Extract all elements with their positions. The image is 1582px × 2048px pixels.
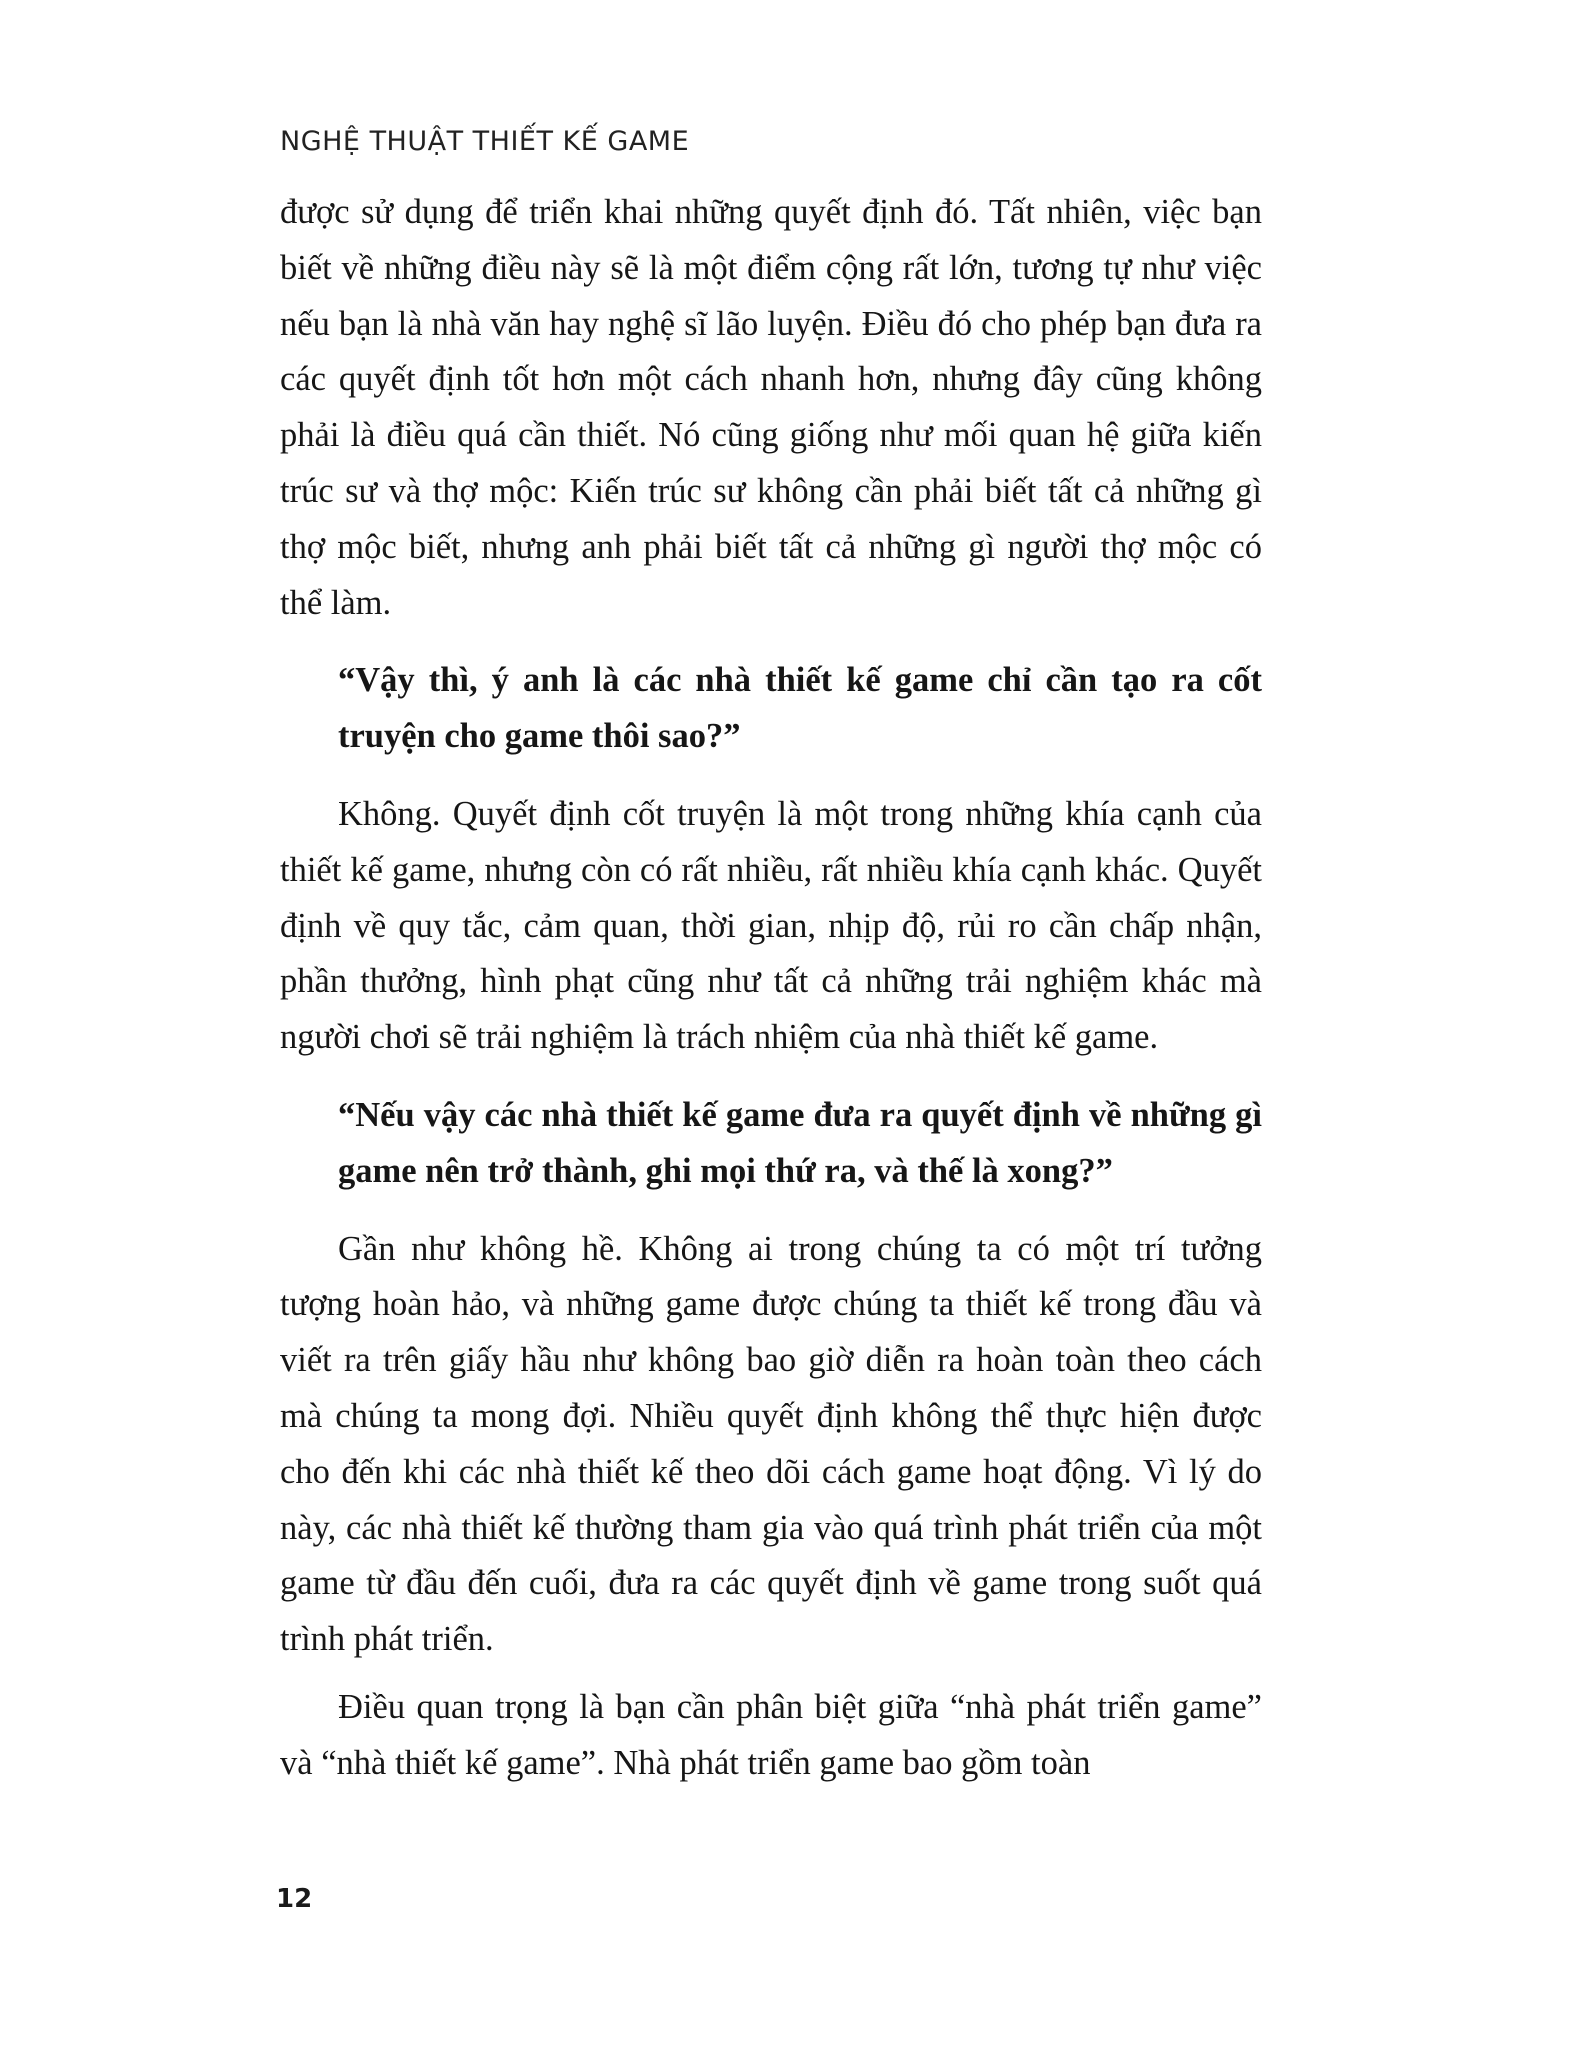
page-body bbox=[280, 185, 1262, 1792]
running-header-title: NGHỆ THUẬT THIẾT KẾ GAME bbox=[280, 126, 690, 157]
question-2: “Nếu vậy các nhà thiết kế game đưa ra quyết định về những gì game nên trở thành, ghi mọi thứ ra, và thế là xong?” bbox=[338, 1095, 1262, 1190]
page-number: 12 bbox=[276, 1884, 313, 1914]
paragraph-4: Điều quan trọng là bạn cần phân biệt giữa “nhà phát triển game” và “nhà thiết kế game”. Nhà phát triển game bao gồm toàn bbox=[280, 1687, 1262, 1782]
paragraph-3: Gần như không hề. Không ai trong chúng ta có một trí tưởng tượng hoàn hảo, và những game được chúng ta thiết kế trong đầu và viết ra trên giấy hầu như không bao giờ diễn ra hoàn toàn theo cách mà chúng ta mong đợi. Nhiều quyết định không thể thực hiện được cho đến khi các nhà thiết kế theo dõi cách game hoạt động. Vì lý do này, các nhà thiết kế thường tham gia vào quá trình phát triển của một game từ đầu đến cuối, đưa ra các quyết định về game trong suốt quá trình phát triển. bbox=[280, 1229, 1262, 1659]
question-1: “Vậy thì, ý anh là các nhà thiết kế game chỉ cần tạo ra cốt truyện cho game thôi sao?” bbox=[338, 661, 1262, 756]
paragraph-1: được sử dụng để triển khai những quyết định đó. Tất nhiên, việc bạn biết về những điều này sẽ là một điểm cộng rất lớn, tương tự như việc nếu bạn là nhà văn hay nghệ sĩ lão luyện. Điều đó cho phép bạn đưa ra các quyết định tốt hơn một cách nhanh hơn, nhưng đây cũng không phải là điều quá cần thiết. Nó cũng giống như mối quan hệ giữa kiến trúc sư và thợ mộc: Kiến trúc sư không cần phải biết tất cả những gì thợ mộc biết, nhưng anh phải biết tất cả những gì người thợ mộc có thể làm. bbox=[280, 193, 1262, 622]
paragraph-2: Không. Quyết định cốt truyện là một trong những khía cạnh của thiết kế game, nhưng còn có rất nhiều, rất nhiều khía cạnh khác. Quyết định về quy tắc, cảm quan, thời gian, nhịp độ, rủi ro cần chấp nhận, phần thưởng, hình phạt cũng như tất cả những trải nghiệm khác mà người chơi sẽ trải nghiệm là trách nhiệm của nhà thiết kế game. bbox=[280, 794, 1262, 1057]
